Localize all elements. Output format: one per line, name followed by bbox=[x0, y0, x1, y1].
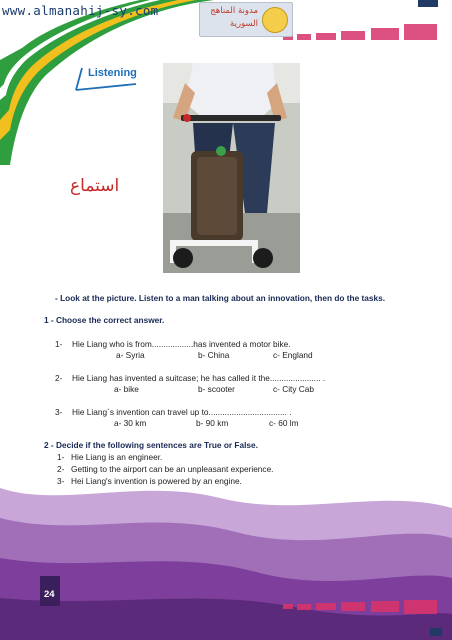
q2-option-b: b- scooter bbox=[198, 384, 235, 394]
task2-title: 2 - Decide if the following sentences are True or False. bbox=[44, 440, 258, 450]
pink-bars-top bbox=[283, 24, 437, 40]
q3-text: Hie Liang`s invention can travel up to.................................. . bbox=[72, 407, 292, 417]
q2-text: Hie Liang has invented a suitcase; he has called it the...................... . bbox=[72, 373, 326, 383]
section-label: Listening bbox=[88, 67, 137, 79]
tf3-number: 3- bbox=[57, 476, 65, 486]
q1-option-b: b- China bbox=[198, 350, 230, 360]
corner-tab bbox=[418, 0, 438, 7]
q3-option-c: c- 60 lm bbox=[269, 418, 299, 428]
listening-label-bracket bbox=[76, 68, 82, 90]
q3-option-b: b- 90 km bbox=[196, 418, 229, 428]
q2-option-a: a- bike bbox=[114, 384, 139, 394]
tf2-number: 2- bbox=[57, 464, 65, 474]
tf2-text: Getting to the airport can be an unpleasant experience. bbox=[71, 464, 274, 474]
q1-number: 1- bbox=[55, 339, 63, 349]
tf3-text: Hei Liang's invention is powered by an engine. bbox=[71, 476, 242, 486]
listening-label-underline bbox=[76, 84, 136, 90]
task1-title: 1 - Choose the correct answer. bbox=[44, 315, 165, 325]
q2-number: 2- bbox=[55, 373, 63, 383]
site-url: www.almanahij-sy.com bbox=[2, 3, 159, 18]
q1-option-c: c- England bbox=[273, 350, 313, 360]
arabic-section-title: استماع bbox=[70, 176, 120, 196]
logo-line-1: مدونة المناهج bbox=[210, 6, 258, 16]
footer-decoration bbox=[0, 478, 452, 640]
logo-seal-icon bbox=[262, 7, 288, 33]
q3-option-a: a- 30 km bbox=[114, 418, 147, 428]
suitcase-scooter-photo bbox=[163, 63, 300, 273]
q1-text: Hie Liang who is from..................has invented a motor bike. bbox=[72, 339, 291, 349]
tf1-text: Hie Liang is an engineer. bbox=[71, 452, 163, 462]
page-number: 24 bbox=[44, 589, 55, 600]
site-logo bbox=[199, 2, 293, 37]
q3-number: 3- bbox=[55, 407, 63, 417]
q1-option-a: a- Syria bbox=[116, 350, 145, 360]
tf1-number: 1- bbox=[57, 452, 65, 462]
instruction-text: - Look at the picture. Listen to a man talking about an innovation, then do the tasks. bbox=[55, 293, 386, 303]
logo-line-2: السورية bbox=[230, 19, 258, 29]
q2-option-c: c- City Cab bbox=[273, 384, 315, 394]
